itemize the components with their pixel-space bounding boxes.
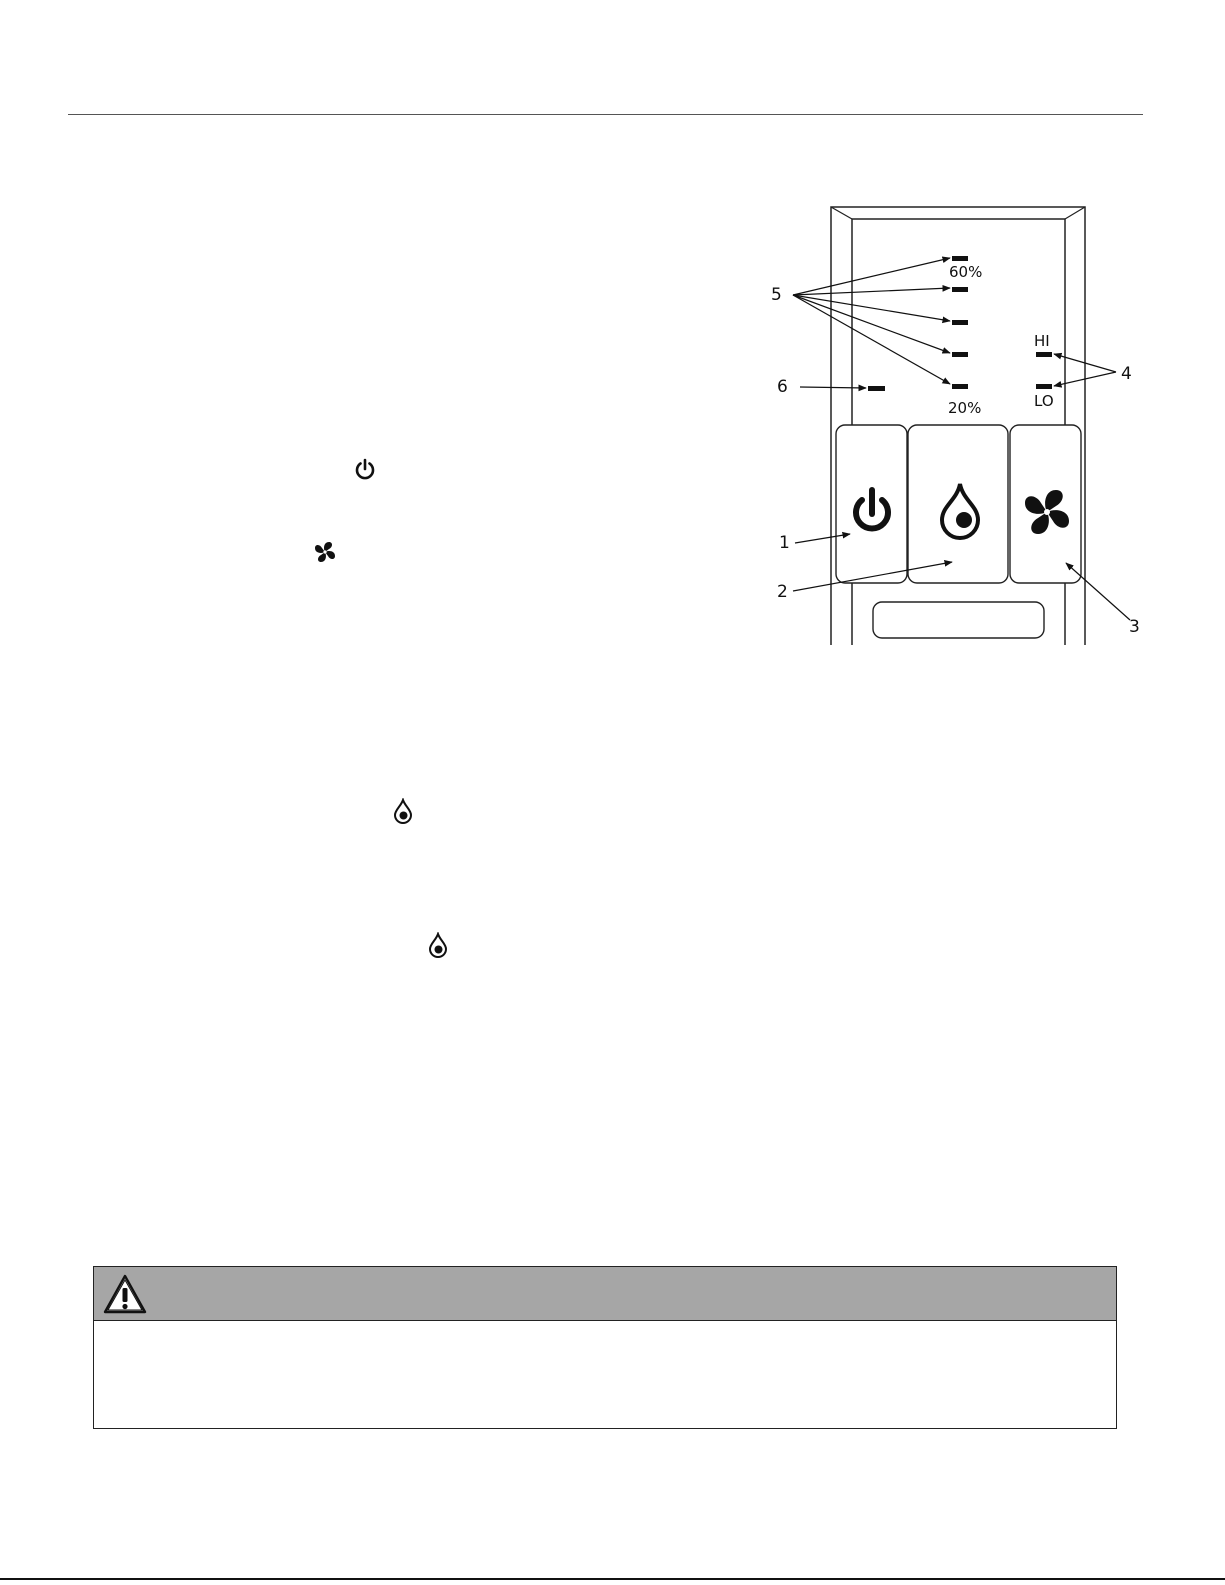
indicator-6-dash [868, 386, 885, 391]
display-window [873, 602, 1044, 638]
fan-hi-label: HI [1034, 332, 1050, 350]
control-panel-diagram [765, 200, 1155, 645]
warning-header [94, 1267, 1116, 1321]
humidity-indicator-60 [952, 256, 968, 261]
power-button[interactable] [836, 425, 907, 583]
humidity-drop-icon [393, 798, 413, 824]
fan-hi-indicator [1036, 352, 1052, 357]
fan-lo-label: LO [1034, 392, 1054, 410]
fan-icon [313, 540, 337, 564]
callout-4: 4 [1121, 364, 1132, 384]
fan-lo-indicator [1036, 384, 1052, 389]
callout-1: 1 [779, 533, 790, 553]
callout-5: 5 [771, 285, 782, 305]
humidity-high-label: 60% [949, 263, 983, 281]
warning-box [93, 1266, 1117, 1429]
humidity-low-label: 20% [948, 399, 982, 417]
humidity-indicator-50 [952, 287, 968, 292]
callout-2: 2 [777, 582, 788, 602]
humidity-indicator-30 [952, 352, 968, 357]
fan-button[interactable] [1010, 425, 1081, 583]
humidity-drop-icon [428, 932, 448, 958]
callout-6: 6 [777, 377, 788, 397]
warning-triangle-icon [102, 1272, 148, 1316]
footer-rule [0, 1578, 1225, 1580]
power-icon [354, 458, 376, 480]
fan-icon [1025, 490, 1069, 534]
humidity-indicator-40 [952, 320, 968, 325]
humidity-indicator-20 [952, 384, 968, 389]
humidity-button[interactable] [908, 425, 1008, 583]
header-rule [68, 114, 1143, 115]
callout-3: 3 [1129, 617, 1140, 637]
